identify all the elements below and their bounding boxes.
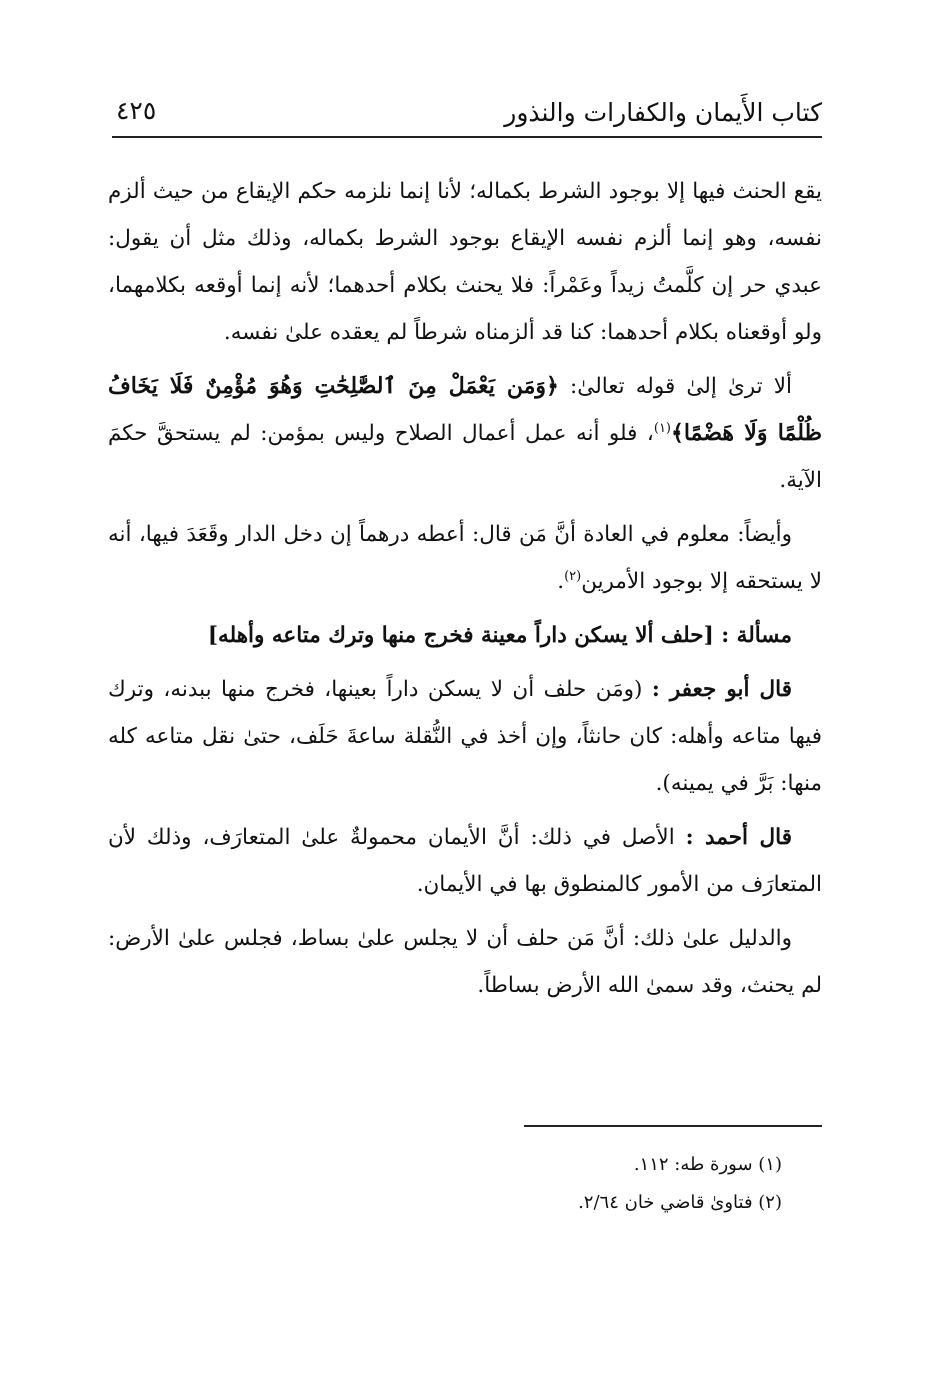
page-number: ٤٢٥ <box>116 96 157 125</box>
page-header <box>112 92 822 138</box>
paragraph-4 <box>108 666 822 807</box>
quran-verse: ﴿وَمَن يَعْمَلْ مِنَ ٱلصَّٰلِحَٰتِ وَهُوَ مُؤْمِنٌ فَلَا يَخَافُ ظُلْمًا وَلَا هَضْمًا﴾ <box>108 373 822 446</box>
running-title: كتاب الأَيمان والكفارات والنذور <box>504 98 822 127</box>
paragraph-4-text: (ومَن حلف أن لا يسكن داراً بعينها، فخرج منها ببدنه، وترك فيها متاعه وأهله: كان حانثاً، وإن أخذ في النُّقلة ساعةَ حَلَف، حتىٰ نقل متاعه كله منها: بَرَّ في يمينه). <box>108 677 822 796</box>
footnote-2: (٢) فتاوىٰ قاضي خان ٢/٦٤. <box>578 1192 782 1213</box>
masala-label: مسألة : <box>721 623 792 648</box>
paragraph-5 <box>108 814 822 908</box>
masala-title: [حلف ألا يسكن داراً معينة فخرج منها وترك متاعه وأهله] <box>207 623 714 648</box>
footnote-separator <box>524 1125 822 1127</box>
paragraph-2-intro: ألا ترىٰ إلىٰ قوله تعالىٰ: <box>570 374 792 399</box>
footnote-ref-2: (٢) <box>564 568 582 584</box>
paragraph-5-text: الأصل في ذلك: أنَّ الأيمان محمولةٌ علىٰ المتعارَف، وذلك لأن المتعارَف من الأمور كالمنطوق بها في الأيمان. <box>108 825 822 897</box>
paragraph-2-rest: ، فلو أنه عمل أعمال الصلاح وليس بمؤمن: لم يستحقَّ حكمَ الآية. <box>108 421 822 493</box>
masala-heading <box>108 612 822 659</box>
paragraph-3 <box>108 511 822 605</box>
paragraph-3-end: . <box>557 569 565 594</box>
footnote-1: (١) سورة طه: ١١٢. <box>633 1154 782 1175</box>
footnote-ref-1: (١) <box>653 420 671 436</box>
main-text <box>108 168 822 1016</box>
speaker-ahmad: قال أحمد : <box>685 825 792 850</box>
paragraph-1: يقع الحنث فيها إلا بوجود الشرط بكماله؛ لأنا إنما نلزمه حكم الإيقاع من حيث ألزم نفسه، وهو إنما ألزم نفسه الإيقاع بوجود الشرط بكماله، وذلك مثل أن يقول: عبدي حر إن كلَّمتُ زيداً وعَمْراً: فلا يحنث بكلام أحدهما؛ لأنه إنما أوقعه بكلامهما، ولو أوقعناه بكلام أحدهما: كنا قد ألزمناه شرطاً لم يعقده علىٰ نفسه. <box>108 179 822 345</box>
footnotes <box>420 1146 782 1222</box>
paragraph-3-text: وأيضاً: معلوم في العادة أنَّ مَن قال: أعطه درهماً إن دخل الدار وقَعَدَ فيها، أنه لا يستحقه إلا بوجود الأمرين <box>108 522 822 594</box>
paragraph-6: والدليل علىٰ ذلك: أنَّ مَن حلف أن لا يجلس علىٰ بساط، فجلس علىٰ الأرض: لم يحنث، وقد سمىٰ الله الأرض بساطاً. <box>108 926 822 998</box>
paragraph-2 <box>108 363 822 504</box>
speaker-abu-jafar: قال أبو جعفر : <box>651 677 792 702</box>
